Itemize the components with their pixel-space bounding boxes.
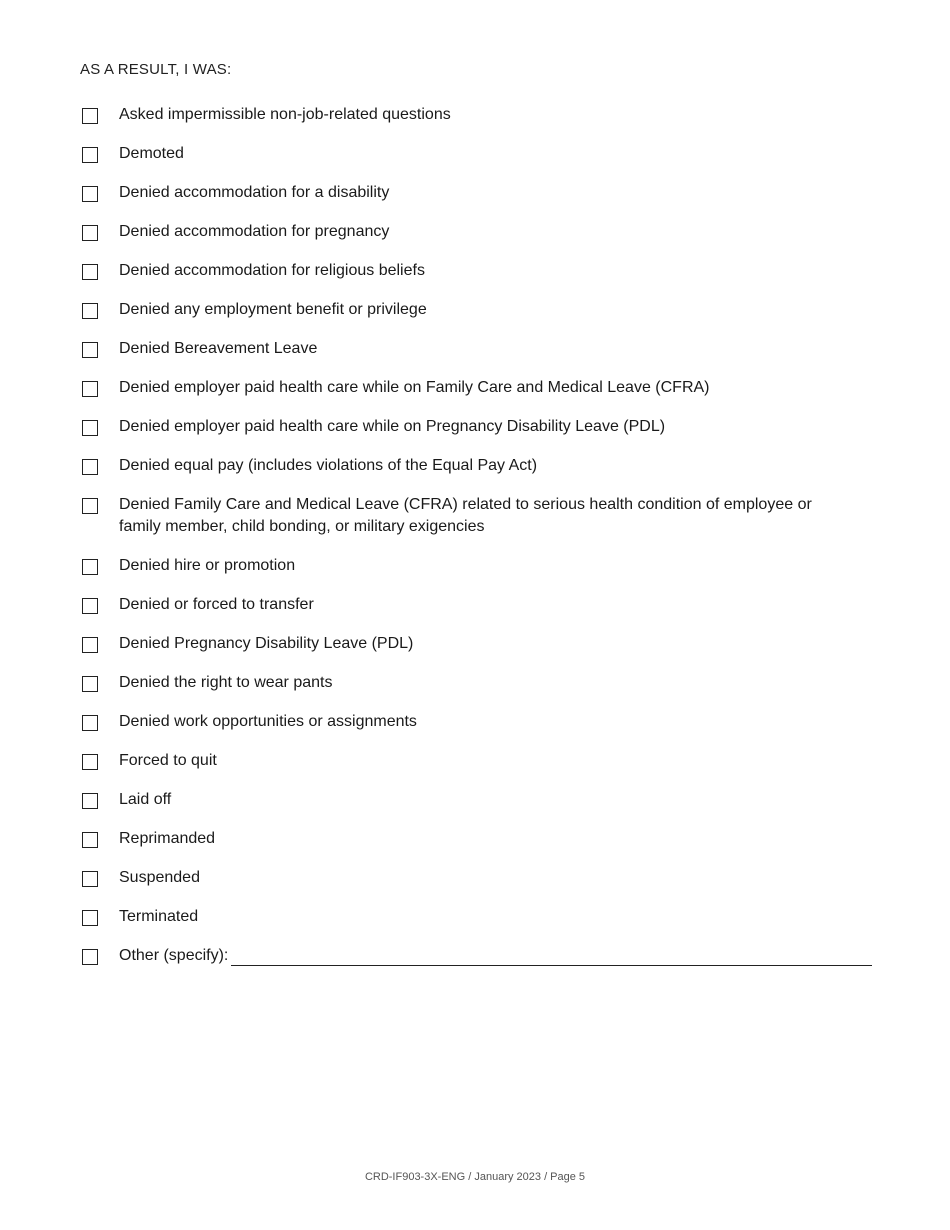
checklist-item xyxy=(82,867,872,889)
page-footer: CRD-IF903-3X-ENG / January 2023 / Page 5 xyxy=(364,1171,586,1183)
checklist-item-label: Denied work opportunities or assignments xyxy=(119,713,417,730)
checklist-item xyxy=(82,494,872,538)
checklist-item xyxy=(82,455,872,477)
checkbox[interactable] xyxy=(82,381,98,397)
checklist-item xyxy=(82,906,872,928)
checklist-item xyxy=(82,104,872,126)
checklist-item xyxy=(82,143,872,165)
checkbox[interactable] xyxy=(82,459,98,475)
checklist-item xyxy=(82,789,872,811)
checkbox[interactable] xyxy=(82,832,98,848)
checklist-item-label: Denied accommodation for pregnancy xyxy=(119,223,390,240)
checklist-item-label: Denied employer paid health care while on Family Care and Medical Leave (CFRA) xyxy=(119,379,710,396)
checklist-item xyxy=(82,828,872,850)
checklist-item xyxy=(82,377,872,399)
result-checklist xyxy=(82,104,872,967)
checkbox[interactable] xyxy=(82,342,98,358)
checkbox[interactable] xyxy=(82,303,98,319)
checklist-item xyxy=(82,594,872,616)
checklist-item xyxy=(82,299,872,321)
checkbox[interactable] xyxy=(82,910,98,926)
checkbox[interactable] xyxy=(82,637,98,653)
checklist-item-label: Forced to quit xyxy=(119,752,217,769)
checkbox[interactable] xyxy=(82,264,98,280)
checklist-item-label: Terminated xyxy=(119,908,199,925)
checklist-item-label: Denied hire or promotion xyxy=(119,557,296,574)
checklist-item-label: Denied Bereavement Leave xyxy=(119,340,318,357)
checkbox[interactable] xyxy=(82,871,98,887)
checkbox[interactable] xyxy=(82,793,98,809)
checklist-item-label: Denied Pregnancy Disability Leave (PDL) xyxy=(119,635,414,652)
checklist-item xyxy=(82,416,872,438)
section-heading: AS A RESULT, I WAS: xyxy=(80,61,232,78)
checklist-item-label: Demoted xyxy=(119,145,184,162)
checkbox[interactable] xyxy=(82,225,98,241)
checklist-item xyxy=(82,555,872,577)
checkbox[interactable] xyxy=(82,108,98,124)
checklist-item xyxy=(82,750,872,772)
checkbox[interactable] xyxy=(82,676,98,692)
checklist-item-label: Denied equal pay (includes violations of the Equal Pay Act) xyxy=(119,457,538,474)
checklist-item xyxy=(82,260,872,282)
checklist-item-label: Denied any employment benefit or privilege xyxy=(119,301,427,318)
checkbox[interactable] xyxy=(82,754,98,770)
checklist-item xyxy=(82,711,872,733)
checkbox[interactable] xyxy=(82,598,98,614)
checklist-item-label: Denied the right to wear pants xyxy=(119,674,333,691)
checklist-item-label: Asked impermissible non-job-related questions xyxy=(119,106,451,123)
checklist-item xyxy=(82,338,872,360)
other-specify-field[interactable] xyxy=(231,945,872,966)
checklist-item-label: Denied employer paid health care while on Pregnancy Disability Leave (PDL) xyxy=(119,418,666,435)
other-label: Other (specify): xyxy=(119,947,229,964)
checklist-item-other xyxy=(82,945,872,967)
checkbox[interactable] xyxy=(82,498,98,514)
checkbox[interactable] xyxy=(82,147,98,163)
checklist-item-label: Denied accommodation for a disability xyxy=(119,184,390,201)
checkbox[interactable] xyxy=(82,715,98,731)
checklist-item-label: Suspended xyxy=(119,869,200,886)
checkbox[interactable] xyxy=(82,949,98,965)
checklist-item xyxy=(82,672,872,694)
checkbox[interactable] xyxy=(82,559,98,575)
checklist-item-label: Reprimanded xyxy=(119,830,216,847)
checklist-item-label: Laid off xyxy=(119,791,172,808)
checklist-item xyxy=(82,221,872,243)
checklist-item xyxy=(82,633,872,655)
checklist-item-label: Denied or forced to transfer xyxy=(119,596,314,613)
checklist-item-label: Denied accommodation for religious beliefs xyxy=(119,262,425,279)
checkbox[interactable] xyxy=(82,420,98,436)
checklist-item-label: Denied Family Care and Medical Leave (CFRA) related to serious health condition of employee or family member, child bonding, or military exigencies xyxy=(119,496,812,535)
checkbox[interactable] xyxy=(82,186,98,202)
checklist-item xyxy=(82,182,872,204)
